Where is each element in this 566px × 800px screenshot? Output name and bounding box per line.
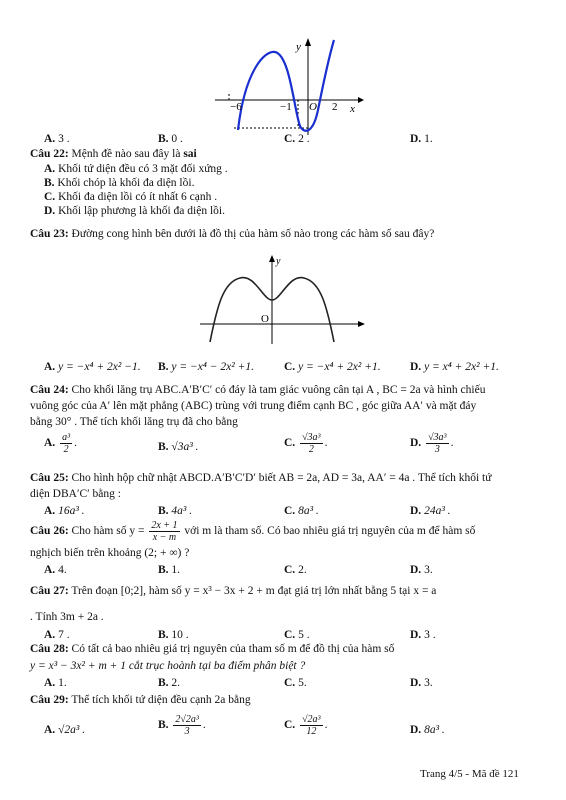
y-axis-label: y bbox=[296, 41, 301, 53]
q23-option-c: C. y = −x⁴ + 2x² +1. bbox=[284, 361, 381, 373]
q26-option-a: A. 4. bbox=[44, 564, 67, 576]
q27-option-d: D. 3 . bbox=[410, 629, 436, 641]
q28-line2: y = x³ − 3x² + m + 1 cắt trục hoành tại ba điểm phân biệt ? bbox=[30, 660, 306, 672]
q26-line1: Câu 26: Cho hàm số y = $\frac{2x + 1}{x - m}$ với m là tham số. Có bao nhiêu giá trị nguyên của m để hàm số bbox=[30, 520, 476, 543]
page-footer: Trang 4/5 - Mã đề 121 bbox=[420, 768, 519, 780]
q27-line1: Câu 27: Trên đoạn [0;2], hàm số y = x³ − 3x + 2 + m đạt giá trị lớn nhất bằng 5 tại x = a bbox=[30, 585, 437, 597]
cubic-graph bbox=[210, 30, 370, 140]
q24-option-b: B. √3a³ . bbox=[158, 441, 199, 453]
origin-label: O bbox=[309, 101, 317, 113]
q24-option-c: C. $\frac{\text{√3a³}}{2}$ . bbox=[284, 432, 328, 455]
q25-option-b: B. 4a³ . bbox=[158, 505, 193, 517]
q28-option-a: A. 1. bbox=[44, 677, 67, 689]
q22-option-b: B. Khối chóp là khối đa diện lồi. bbox=[44, 177, 195, 189]
q28-option-c: C. 5. bbox=[284, 677, 307, 689]
q26-option-b: B. 1. bbox=[158, 564, 181, 576]
q23-option-b: B. y = −x⁴ − 2x² +1. bbox=[158, 361, 254, 373]
q29-stem: Câu 29: Thể tích khối tứ diện đều cạnh 2a bằng bbox=[30, 694, 251, 706]
q21-option-d: D. 1. bbox=[410, 133, 433, 145]
q26-option-d: D. 3. bbox=[410, 564, 433, 576]
y-axis-arrow bbox=[305, 38, 311, 46]
q22-option-d: D. Khối lập phương là khối đa diện lồi. bbox=[44, 205, 225, 217]
q24-line1: Câu 24: Cho khối lăng trụ ABC.A′B′C′ có đáy là tam giác vuông cân tại A , BC = 2a và hình chiếu bbox=[30, 384, 486, 396]
q25-line1: Câu 25: Cho hình hộp chữ nhật ABCD.A′B′C′D′ biết AB = 2a, AD = 3a, AA′ = 4a . Thể tích khối tứ bbox=[30, 472, 492, 484]
quartic-graph bbox=[195, 252, 370, 347]
q25-option-d: D. 24a³ . bbox=[410, 505, 451, 517]
tick-2: 2 bbox=[332, 101, 338, 113]
q27-option-b: B. 10 . bbox=[158, 629, 189, 641]
x-axis-arrow bbox=[358, 97, 364, 103]
tick-minus6: −6 bbox=[230, 101, 242, 113]
q25-option-c: C. 8a³ . bbox=[284, 505, 319, 517]
cubic-curve bbox=[238, 40, 334, 131]
q23-option-d: D. y = x⁴ + 2x² +1. bbox=[410, 361, 499, 373]
q24-line2: vuông góc của A′ lên mặt phẳng (ABC) trùng với trung điểm cạnh BC , góc giữa AA′ và mặt đáy bbox=[30, 400, 477, 412]
q28-option-d: D. 3. bbox=[410, 677, 433, 689]
q25-line2: diện DBA′C′ bằng : bbox=[30, 488, 121, 500]
tick-minus1: −1 bbox=[280, 101, 292, 113]
q28-line1: Câu 28: Có tất cả bao nhiêu giá trị nguyên của tham số m để đồ thị của hàm số bbox=[30, 643, 395, 655]
q22-option-c: C. Khối đa diện lồi có ít nhất 6 cạnh . bbox=[44, 191, 218, 203]
q29-option-b: B. $\frac{\text{2√2a³}}{3}$ . bbox=[158, 714, 206, 737]
q29-option-d: D. 8a³ . bbox=[410, 724, 445, 736]
q21-option-b: B. 0 . bbox=[158, 133, 183, 145]
y-axis-label: y bbox=[276, 256, 281, 267]
q26-line2: nghịch biến trên khoảng (2; + ∞) ? bbox=[30, 547, 190, 559]
q24-option-a: A. $\frac{\text{a³}}{2}$ . bbox=[44, 432, 77, 455]
q28-option-b: B. 2. bbox=[158, 677, 181, 689]
q25-option-a: A. 16a³ . bbox=[44, 505, 85, 517]
q27-option-c: C. 5 . bbox=[284, 629, 310, 641]
q21-option-a: A. 3 . bbox=[44, 133, 70, 145]
q22-stem: Câu 22: Mệnh đề nào sau đây là sai bbox=[30, 148, 197, 160]
q23-option-a: A. y = −x⁴ + 2x² −1. bbox=[44, 361, 141, 373]
q29-option-c: C. $\frac{\text{√2a³}}{12}$ . bbox=[284, 714, 328, 737]
q23-stem: Câu 23: Đường cong hình bên dưới là đồ thị của hàm số nào trong các hàm số sau đây? bbox=[30, 228, 435, 240]
q22-option-a: A. Khối tứ diện đều có 3 mặt đối xứng . bbox=[44, 163, 228, 175]
q26-option-c: C. 2. bbox=[284, 564, 307, 576]
q24-option-d: D. $\frac{\text{√3a³}}{3}$ . bbox=[410, 432, 454, 455]
q29-option-a: A. √2a³ . bbox=[44, 724, 86, 736]
x-axis-label: x bbox=[350, 103, 355, 115]
q27-option-a: A. 7 . bbox=[44, 629, 70, 641]
q24-line3: bằng 30° . Thể tích khối lăng trụ đã cho bằng bbox=[30, 416, 238, 428]
q21-option-c: C. 2 . bbox=[284, 133, 310, 145]
origin-label: O bbox=[261, 313, 269, 325]
q27-line2: . Tính 3m + 2a . bbox=[30, 611, 104, 623]
